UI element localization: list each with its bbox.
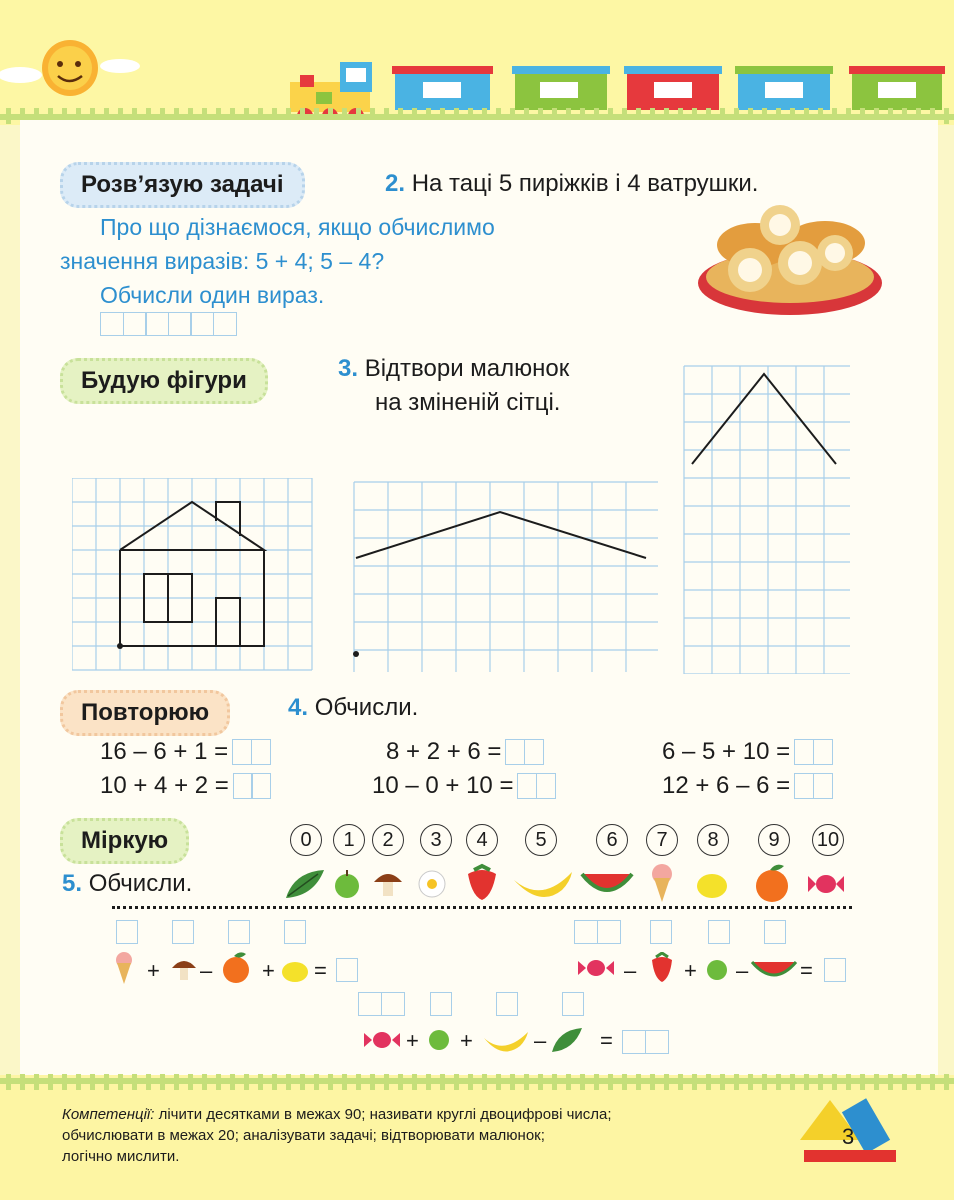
task-3-heading xyxy=(338,352,569,420)
footer-fence xyxy=(0,1074,954,1094)
number-circle-0: 0 xyxy=(290,824,322,856)
answer-cells[interactable] xyxy=(517,773,554,799)
strawberry-icon xyxy=(652,953,672,982)
orange-icon xyxy=(756,865,788,902)
number-circle-4: 4 xyxy=(466,824,498,856)
task-2-heading xyxy=(385,170,758,198)
answer-square[interactable] xyxy=(116,920,138,944)
watermelon-icon xyxy=(582,874,632,890)
grid-house xyxy=(72,478,314,672)
operator: + xyxy=(684,958,697,983)
answer-cells-task-2[interactable] xyxy=(100,312,235,336)
expression-1: 16 – 6 + 1 = xyxy=(100,738,269,766)
operator: = xyxy=(600,1028,613,1053)
banana-icon xyxy=(484,1032,528,1051)
answer-square[interactable] xyxy=(172,920,194,944)
answer-cells[interactable] xyxy=(505,739,542,765)
task-number: 2. xyxy=(385,170,406,197)
number-circle-7: 7 xyxy=(646,824,678,856)
answer-cells[interactable] xyxy=(358,992,403,1016)
number-circle-3: 3 xyxy=(420,824,452,856)
answer-square[interactable] xyxy=(764,920,786,944)
expression-4: 10 + 4 + 2 = xyxy=(100,772,270,800)
answer-square[interactable] xyxy=(284,920,306,944)
dotted-separator xyxy=(112,906,852,909)
expression-3: 6 – 5 + 10 = xyxy=(662,738,831,766)
operator: = xyxy=(314,958,327,983)
answer-square[interactable] xyxy=(430,992,452,1016)
task-4-heading xyxy=(288,694,418,722)
task-text: Обчисли. xyxy=(314,694,419,721)
page-number: 3 xyxy=(842,1124,855,1149)
answer-square[interactable] xyxy=(496,992,518,1016)
operator: + xyxy=(460,1028,473,1053)
expression-6: 12 + 6 – 6 = xyxy=(662,772,831,800)
task-2-question-3: Обчисли один вираз. xyxy=(100,282,325,308)
task-number: 5. xyxy=(62,870,83,897)
operator: + xyxy=(147,958,160,983)
answer-cells[interactable] xyxy=(794,773,831,799)
answer-square[interactable] xyxy=(824,958,846,982)
answer-cells[interactable] xyxy=(794,739,831,765)
operator: – xyxy=(534,1028,547,1053)
candy-icon xyxy=(808,875,844,893)
task-text-line1: Відтвори малюнок xyxy=(364,355,570,382)
task-2-question-1: Про що дізнаємося, якщо обчислимо xyxy=(100,214,495,240)
answer-cells[interactable] xyxy=(233,773,270,799)
expression-5: 10 – 0 + 10 = xyxy=(372,772,554,800)
answer-cells[interactable] xyxy=(622,1030,667,1054)
candy-icon xyxy=(578,960,614,976)
banana-icon xyxy=(514,872,572,897)
competencies-line-2: обчислювати в межах 20; аналізувати задачі; відтворювати малюнок; xyxy=(62,1127,545,1144)
leaf-icon xyxy=(286,870,324,898)
expression-2: 8 + 2 + 6 = xyxy=(386,738,542,766)
answer-cells[interactable] xyxy=(232,739,269,765)
task-text: Обчисли. xyxy=(88,870,193,897)
number-circle-10: 10 xyxy=(812,824,844,856)
number-circle-9: 9 xyxy=(758,824,790,856)
competencies-label: Компетенції: xyxy=(62,1106,155,1123)
operator: – xyxy=(200,958,213,983)
competencies-line-1: лічити десятками в межах 90; називати круглі двоцифрові числа; xyxy=(154,1106,612,1123)
grid-wide xyxy=(342,472,658,672)
equation-3-icons xyxy=(364,1024,604,1058)
wagon-1 xyxy=(392,66,493,110)
task-5-heading xyxy=(62,870,192,898)
answer-square[interactable] xyxy=(708,920,730,944)
sun-icon xyxy=(0,40,140,96)
operator: – xyxy=(736,958,749,983)
orange-icon xyxy=(223,952,249,983)
task-number: 3. xyxy=(338,355,359,382)
answer-square[interactable] xyxy=(228,920,250,944)
section-label-tasks: Розв’язую задачі xyxy=(60,162,305,208)
number-circle-6: 6 xyxy=(596,824,628,856)
grid-tall xyxy=(678,358,850,674)
lemon-icon xyxy=(282,962,308,982)
operator: – xyxy=(624,958,637,983)
ice-cream-icon xyxy=(116,952,132,984)
answer-cells[interactable] xyxy=(574,920,619,944)
strawberry-icon xyxy=(468,866,496,900)
apple-icon xyxy=(707,960,727,980)
task-2-question-2: значення виразів: 5 + 4; 5 – 4? xyxy=(60,248,385,274)
answer-square[interactable] xyxy=(562,992,584,1016)
candy-icon xyxy=(364,1032,400,1048)
competencies-line-3: логічно мислити. xyxy=(62,1148,180,1165)
answer-square[interactable] xyxy=(650,920,672,944)
wagon-2 xyxy=(512,66,610,110)
apple-icon xyxy=(335,870,359,898)
task-text-line2: на зміненій сітці. xyxy=(375,389,561,416)
operator: + xyxy=(262,958,275,983)
operator: + xyxy=(406,1028,419,1053)
wagon-3 xyxy=(624,66,722,110)
flower-icon xyxy=(419,871,445,897)
number-circle-1: 1 xyxy=(333,824,365,856)
number-circle-5: 5 xyxy=(525,824,557,856)
pastries-plate-image xyxy=(695,195,895,325)
mushroom-icon xyxy=(374,874,402,896)
number-circle-8: 8 xyxy=(697,824,729,856)
section-label-repeat: Повторюю xyxy=(60,690,230,736)
wagon-4 xyxy=(735,66,833,110)
answer-square[interactable] xyxy=(336,958,358,982)
mushroom-icon xyxy=(172,961,196,980)
section-label-think: Міркую xyxy=(60,818,189,864)
leaf-icon xyxy=(552,1028,582,1052)
number-circle-2: 2 xyxy=(372,824,404,856)
lemon-icon xyxy=(697,874,727,898)
section-label-figures: Будую фігури xyxy=(60,358,268,404)
ice-cream-icon xyxy=(652,864,672,902)
watermelon-icon xyxy=(752,962,796,975)
operator: = xyxy=(800,958,813,983)
competencies-text xyxy=(62,1104,612,1167)
wagon-5 xyxy=(849,66,945,110)
task-text: На таці 5 пиріжків і 4 ватрушки. xyxy=(411,170,759,197)
item-legend-row xyxy=(280,862,860,904)
task-number: 4. xyxy=(288,694,309,721)
apple-icon xyxy=(429,1030,449,1050)
